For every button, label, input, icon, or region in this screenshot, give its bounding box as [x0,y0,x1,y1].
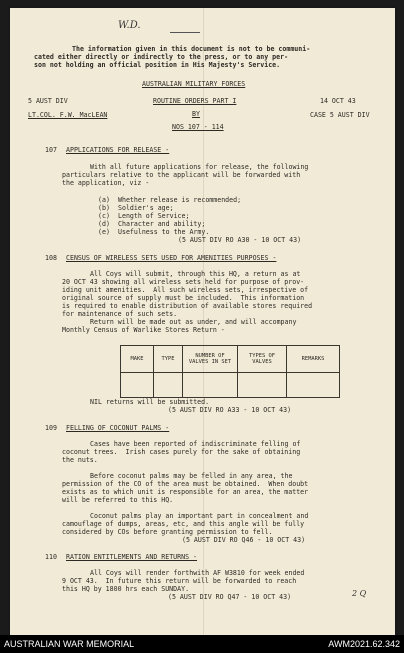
table-cell [287,373,340,398]
list-letter: (a) [98,196,110,204]
para-107-title: APPLICATIONS FOR RELEASE - [66,146,170,154]
para-107-line: With all future applications for release, the following [90,163,309,171]
archive-name: AUSTRALIAN WAR MEMORIAL [4,639,135,649]
header-rule [170,32,200,33]
para-108-number: 108 [45,254,57,262]
orders-title: ROUTINE ORDERS PART I [153,97,237,105]
table-header-type: TYPE [154,346,183,373]
table-header-valve-types: TYPES OF VALVES [238,346,287,373]
orders-numbers: NOS 107 - 114 [172,123,224,131]
para-108-line: All Coys will submit, through this HQ, a return as at [90,270,301,278]
para-109-line: coconut trees. Irish cases purely for the sake of obtaining [62,448,301,456]
table-header-remarks: REMARKS [287,346,340,373]
para-109-number: 109 [45,424,57,432]
para-108-line: 20 OCT 43 showing all wireless sets held for purpose of prov- [62,278,305,286]
list-item: Soldier's age; [118,204,174,212]
by-label: BY [192,110,200,118]
force-heading: AUSTRALIAN MILITARY FORCES [142,80,246,88]
location-box: CASE 5 AUST DIV [310,111,370,119]
warning-line-1: The information given in this document is not to be communi- [72,45,311,53]
para-108-line: for maintenance of such sets. [62,310,178,318]
list-item: Length of Service; [118,212,190,220]
page-mark: 2 Q [352,589,367,598]
para-108-title: CENSUS OF WIRELESS SETS USED FOR AMENITIES PURPOSES - [66,254,277,262]
para-108-line: Return will be made out as under, and will accompany [90,318,297,326]
para-110-number: 110 [45,553,57,561]
para-108-line: iding unit amenities. All such wireless sets, irrespective of [62,286,309,294]
para-107-line: particulars relative to the applicant will be forwarded with [62,171,301,179]
para-109-line: Coconut palms play an important part in concealment and [90,512,309,520]
para-108-reference: (5 AUST DIV RO A33 - 10 OCT 43) [168,406,292,414]
para-108-line: is required to enable distribution of available stores required [62,302,313,310]
date-box: 14 OCT 43 [320,97,356,105]
para-109-title: FELLING OF COCONUT PALMS - [66,424,170,432]
para-109-line: permission of the CO of the area must be obtained. When doubt [62,480,309,488]
list-letter: (b) [98,204,110,212]
para-108-line: Monthly Census of Warlike Stores Return - [62,326,225,334]
para-110-reference: (5 AUST DIV RO Q47 - 10 OCT 43) [168,593,292,601]
para-110-line: All Coys will render forthwith AF W3810 for week ended [90,569,305,577]
archive-reference: AWM2021.62.342 [328,639,400,649]
para-109-line: Before coconut palms may be felled in any area, the [90,472,293,480]
division-label: 5 AUST DIV [28,97,68,105]
para-110-title: RATION ENTITLEMENTS AND RETURNS - [66,553,198,561]
list-item: Whether release is recommended; [118,196,242,204]
para-109-line: exists as to which unit is responsible for an area, the matter [62,488,309,496]
para-109-line: camouflage of dumps, areas, etc, and this angle will be fully [62,520,305,528]
list-letter: (e) [98,228,110,236]
list-item: Usefulness to the Army. [118,228,210,236]
warning-line-2: cated either directly or indirectly to the press, or to any per- [34,53,289,61]
para-107-reference: (5 AUST DIV RO A30 - 10 OCT 43) [178,236,302,244]
table-cell [154,373,183,398]
table-cell [238,373,287,398]
para-109-reference: (5 AUST DIV RO Q46 - 10 OCT 43) [182,536,306,544]
para-107-line: the application, viz - [62,179,150,187]
census-table [120,345,340,398]
archive-footer [0,635,404,653]
list-letter: (d) [98,220,110,228]
commander-name: LT.COL. F.W. MacLEAN [28,111,108,119]
warning-line-3: son not holding an official position in His Majesty's Service. [34,61,281,69]
nil-returns-note: NIL returns will be submitted. [90,398,210,406]
para-109-line: the nuts. [62,456,98,464]
table-header-make: MAKE [121,346,154,373]
list-item: Character and ability; [118,220,206,228]
para-109-line: will be referred to this HQ. [62,496,174,504]
para-110-line: this HQ by 1800 hrs each SUNDAY. [62,585,190,593]
para-108-line: original source of supply must be included. This information [62,294,305,302]
para-109-line: considered by COs before granting permission to fell. [62,528,273,536]
list-letter: (c) [98,212,110,220]
document-page [10,8,395,635]
para-110-line: 9 OCT 43. In future this return will be forwarded to reach [62,577,297,585]
table-header-valves-number: NUMBER OF VALVES IN SET [183,346,238,373]
para-107-number: 107 [45,146,57,154]
table-cell [183,373,238,398]
para-109-line: Cases have been reported of indiscriminate felling of [90,440,301,448]
handwritten-mark: W.D. [118,20,141,31]
table-cell [121,373,154,398]
